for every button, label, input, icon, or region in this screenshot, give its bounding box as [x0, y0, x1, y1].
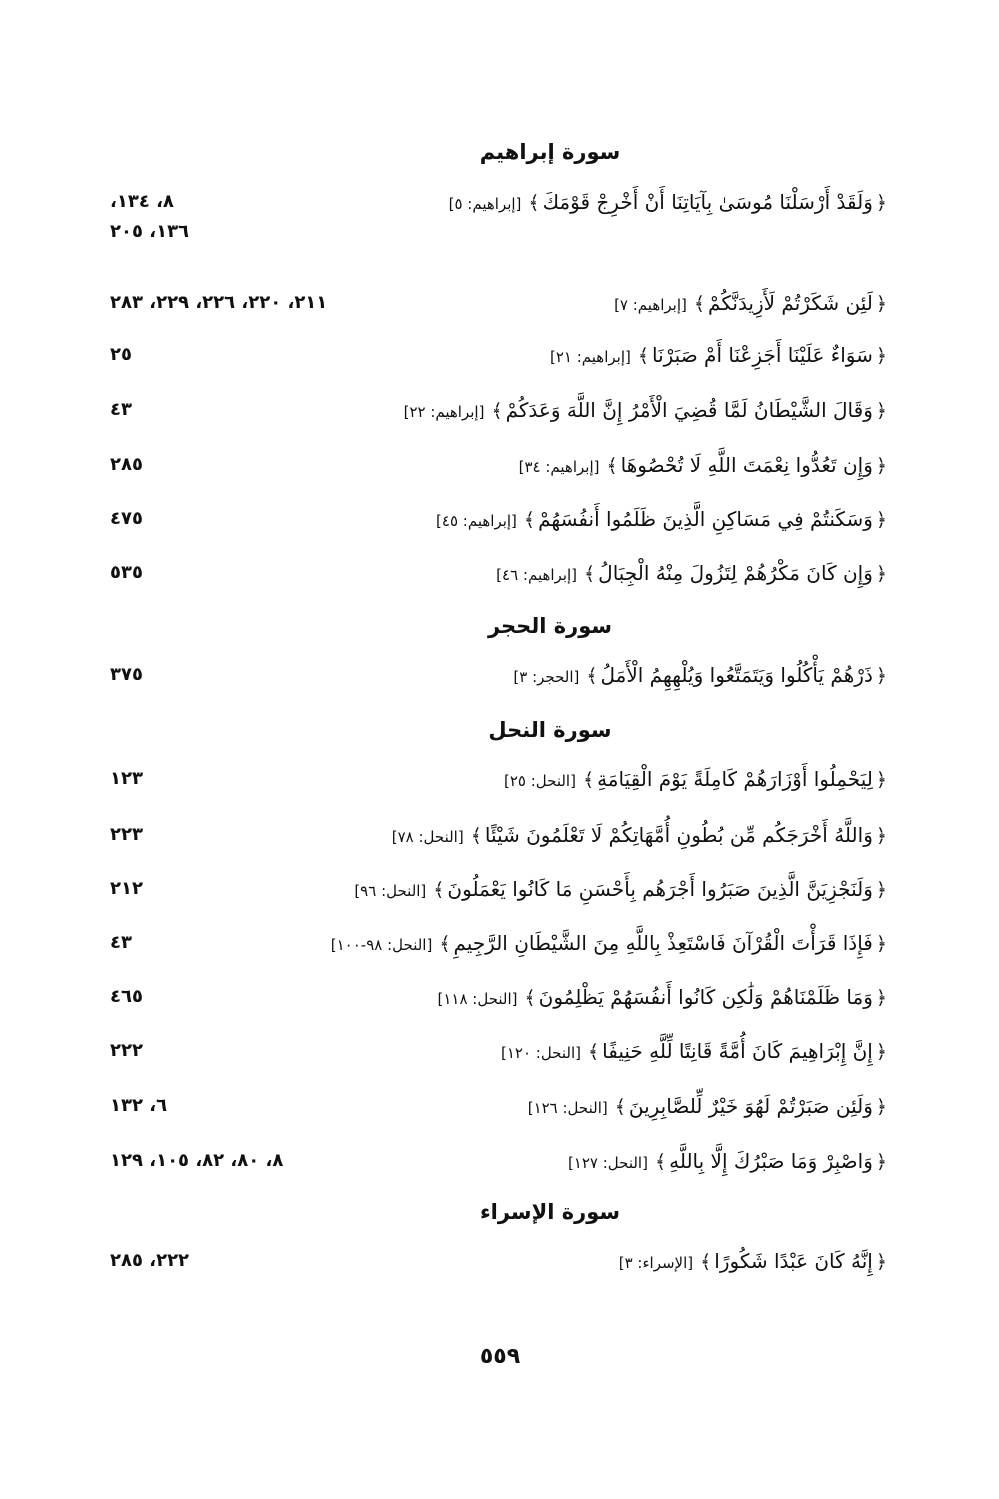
verse-reference: [النحل: ١٢٧]	[567, 1154, 648, 1172]
verse-reference: [النحل: ١٢٠]	[500, 1044, 581, 1062]
verse-text	[550, 340, 890, 372]
ornament-bracket-icon: ﴿	[875, 345, 887, 367]
index-entry	[110, 982, 890, 1030]
verse-text	[568, 1146, 890, 1178]
ornament-bracket-icon: ﴾	[523, 509, 536, 531]
verse-text	[436, 504, 890, 536]
verse-reference: [النحل: ٧٨]	[391, 828, 464, 846]
verse-reference: [النحل: ٩٨-١٠٠]	[330, 936, 433, 954]
verse-reference: [إبراهيم: ٧]	[614, 296, 687, 314]
index-entry	[110, 1146, 890, 1194]
index-entry	[110, 340, 890, 388]
ornament-bracket-icon: ﴾	[637, 345, 649, 367]
page-refs: ٢٥	[110, 344, 132, 365]
verse-text	[619, 1246, 890, 1278]
page-refs: ٨، ٨٠، ٨٢، ١٠٥، ١٢٩	[110, 1150, 284, 1171]
section-heading-ibrahim: سورة إبراهيم	[479, 140, 621, 164]
verse-text	[331, 928, 890, 960]
ornament-bracket-icon: ﴿	[875, 987, 887, 1009]
page-refs: ٢٢٣	[110, 824, 143, 845]
ornament-bracket-icon: ﴾	[654, 1151, 667, 1173]
page-refs: ٣٧٥	[110, 664, 143, 685]
section-heading-nahl: سورة النحل	[488, 718, 612, 742]
ornament-bracket-icon: ﴿	[875, 933, 887, 955]
verse-quote: وَإِن كَانَ مَكْرُهُمْ لِتَزُولَ مِنْهُ الْجِبَالُ	[598, 561, 873, 585]
section-heading-hijr: سورة الحجر	[487, 614, 613, 638]
page-refs: ٨، ١٣٤،	[110, 191, 174, 212]
verse-text	[614, 288, 890, 320]
index-entry	[110, 928, 890, 976]
ornament-bracket-icon: ﴾	[470, 825, 482, 847]
verse-text	[354, 874, 890, 906]
page-refs: ٤٣	[110, 932, 132, 953]
index-entry	[110, 820, 890, 868]
verse-reference: [إبراهيم: ٤٥]	[436, 512, 517, 530]
verse-text	[392, 820, 890, 852]
page-refs: ٢٨٥	[110, 454, 143, 475]
ornament-bracket-icon: ﴿	[875, 769, 887, 791]
verse-reference: [إبراهيم: ٢١]	[549, 348, 631, 366]
ornament-bracket-icon: ﴾	[606, 455, 618, 477]
ornament-bracket-icon: ﴿	[875, 293, 887, 315]
ornament-bracket-icon: ﴾	[586, 665, 598, 687]
verse-quote: وَاصْبِرْ وَمَا صَبْرُكَ إِلَّا بِاللَّهِ	[669, 1149, 873, 1173]
ornament-bracket-icon: ﴾	[528, 192, 540, 214]
verse-reference: [النحل: ٩٦]	[354, 882, 427, 900]
page-refs: ٢٢٢، ٢٨٥	[110, 1250, 190, 1271]
page-refs: ٤٦٥	[110, 986, 143, 1007]
verse-quote: وَقَالَ الشَّيْطَانُ لَمَّا قُضِيَ الْأَمْرُ إِنَّ اللَّهَ وَعَدَكُمْ	[505, 398, 873, 422]
verse-quote: وَلَئِن صَبَرْتُمْ لَهُوَ خَيْرٌ لِّلصَّابِرِينَ	[628, 1094, 873, 1118]
ornament-bracket-icon: ﴿	[875, 509, 887, 531]
verse-reference: [إبراهيم: ٤٦]	[496, 566, 578, 584]
verse-quote: ذَرْهُمْ يَأْكُلُوا وَيَتَمَتَّعُوا وَيُلْهِهِمُ الْأَمَلُ	[600, 663, 873, 687]
verse-text	[404, 395, 890, 427]
page-refs: ٤٧٥	[110, 508, 143, 529]
ornament-bracket-icon: ﴾	[491, 400, 503, 422]
ornament-bracket-icon: ﴾	[700, 1251, 712, 1273]
verse-quote: وَسَكَنتُمْ فِي مَسَاكِنِ الَّذِينَ ظَلَمُوا أَنفُسَهُمْ	[538, 507, 873, 531]
ornament-bracket-icon: ﴿	[875, 879, 887, 901]
verse-text	[496, 558, 890, 590]
page-refs: ٢١١، ٢٢٠، ٢٢٦، ٢٢٩، ٢٨٣	[110, 292, 328, 313]
verse-quote: لَئِن شَكَرْتُمْ لَأَزِيدَنَّكُمْ	[708, 291, 873, 315]
verse-quote: إِنَّ إِبْرَاهِيمَ كَانَ أُمَّةً قَانِتًا لِّلَّهِ حَنِيفًا	[602, 1039, 873, 1063]
verse-reference: [النحل: ٢٥]	[503, 772, 576, 790]
ornament-bracket-icon: ﴾	[584, 563, 596, 585]
section-heading-isra: سورة الإسراء	[479, 1200, 621, 1224]
verse-reference: [الحجر: ٣]	[513, 668, 580, 686]
ornament-bracket-icon: ﴿	[875, 1096, 887, 1118]
verse-reference: [النحل: ١٢٦]	[527, 1099, 608, 1117]
ornament-bracket-icon: ﴿	[875, 1251, 887, 1273]
ornament-bracket-icon: ﴾	[524, 987, 536, 1009]
index-entry	[110, 558, 890, 606]
ornament-bracket-icon: ﴾	[439, 933, 451, 955]
ornament-bracket-icon: ﴿	[875, 563, 887, 585]
ornament-bracket-icon: ﴿	[875, 400, 887, 422]
index-entry	[110, 764, 890, 812]
index-entry	[110, 504, 890, 552]
verse-text	[504, 764, 890, 796]
verse-quote: إِنَّهُ كَانَ عَبْدًا شَكُورًا	[714, 1249, 873, 1273]
ornament-bracket-icon: ﴿	[875, 192, 887, 214]
verse-reference: [الإسراء: ٣]	[618, 1254, 694, 1272]
ornament-bracket-icon: ﴾	[433, 879, 445, 901]
verse-quote: لِيَحْمِلُوا أَوْزَارَهُمْ كَامِلَةً يَوْمَ الْقِيَامَةِ	[597, 767, 873, 791]
verse-reference: [إبراهيم: ٣٤]	[518, 458, 600, 476]
ornament-bracket-icon: ﴿	[875, 1041, 887, 1063]
page-refs: ٥٣٥	[110, 562, 143, 583]
verse-quote: فَإِذَا قَرَأْتَ الْقُرْآنَ فَاسْتَعِذْ بِاللَّهِ مِنَ الشَّيْطَانِ الرَّجِيمِ	[453, 931, 873, 955]
ornament-bracket-icon: ﴿	[875, 665, 887, 687]
verse-quote: وَمَا ظَلَمْنَاهُمْ وَلَٰكِن كَانُوا أَنفُسَهُمْ يَظْلِمُونَ	[538, 985, 873, 1009]
page-refs: ٢١٢	[110, 878, 143, 899]
page-refs: ٢٢٢	[110, 1040, 143, 1061]
index-entry	[110, 187, 890, 242]
page-refs: ٤٣	[110, 399, 132, 420]
page-refs-continued: ١٣٦، ٢٠٥	[110, 221, 190, 242]
ornament-bracket-icon: ﴿	[875, 1151, 887, 1173]
ornament-bracket-icon: ﴿	[875, 455, 887, 477]
index-entry	[110, 660, 890, 708]
verse-text	[437, 982, 890, 1014]
verse-text	[449, 187, 890, 219]
verse-text	[501, 1036, 890, 1068]
ornament-bracket-icon: ﴾	[587, 1041, 600, 1063]
index-entry	[110, 1036, 890, 1084]
index-entry	[110, 395, 890, 443]
verse-text	[528, 1091, 890, 1123]
verse-text	[513, 660, 890, 692]
verse-reference: [إبراهيم: ٢٢]	[403, 403, 485, 421]
verse-quote: وَلَقَدْ أَرْسَلْنَا مُوسَىٰ بِآيَاتِنَا أَنْ أَخْرِجْ قَوْمَكَ	[542, 190, 873, 214]
verse-quote: سَوَاءٌ عَلَيْنَا أَجَزِعْنَا أَمْ صَبَرْنَا	[651, 343, 873, 367]
index-entry	[110, 1246, 890, 1294]
index-entry	[110, 450, 890, 498]
page-number: ٥٥٩	[479, 1344, 521, 1369]
verse-quote: وَلَنَجْزِيَنَّ الَّذِينَ صَبَرُوا أَجْرَهُم بِأَحْسَنِ مَا كَانُوا يَعْمَلُونَ	[447, 877, 873, 901]
verse-text	[519, 450, 890, 482]
verse-quote: وَإِن تَعُدُّوا نِعْمَتَ اللَّهِ لَا تُحْصُوهَا	[620, 453, 873, 477]
page-refs: ١٢٣	[110, 768, 143, 789]
index-entry	[110, 874, 890, 922]
index-entry	[110, 1091, 890, 1139]
ornament-bracket-icon: ﴾	[693, 293, 706, 315]
ornament-bracket-icon: ﴾	[614, 1096, 626, 1118]
index-entry	[110, 288, 890, 336]
verse-quote: وَاللَّهُ أَخْرَجَكُم مِّن بُطُونِ أُمَّهَاتِكُمْ لَا تَعْلَمُونَ شَيْئًا	[484, 823, 873, 847]
ornament-bracket-icon: ﴾	[582, 769, 595, 791]
ornament-bracket-icon: ﴿	[875, 825, 887, 847]
verse-reference: [النحل: ١١٨]	[437, 990, 518, 1008]
verse-reference: [إبراهيم: ٥]	[448, 195, 522, 213]
page-refs: ٦، ١٣٢	[110, 1095, 168, 1116]
